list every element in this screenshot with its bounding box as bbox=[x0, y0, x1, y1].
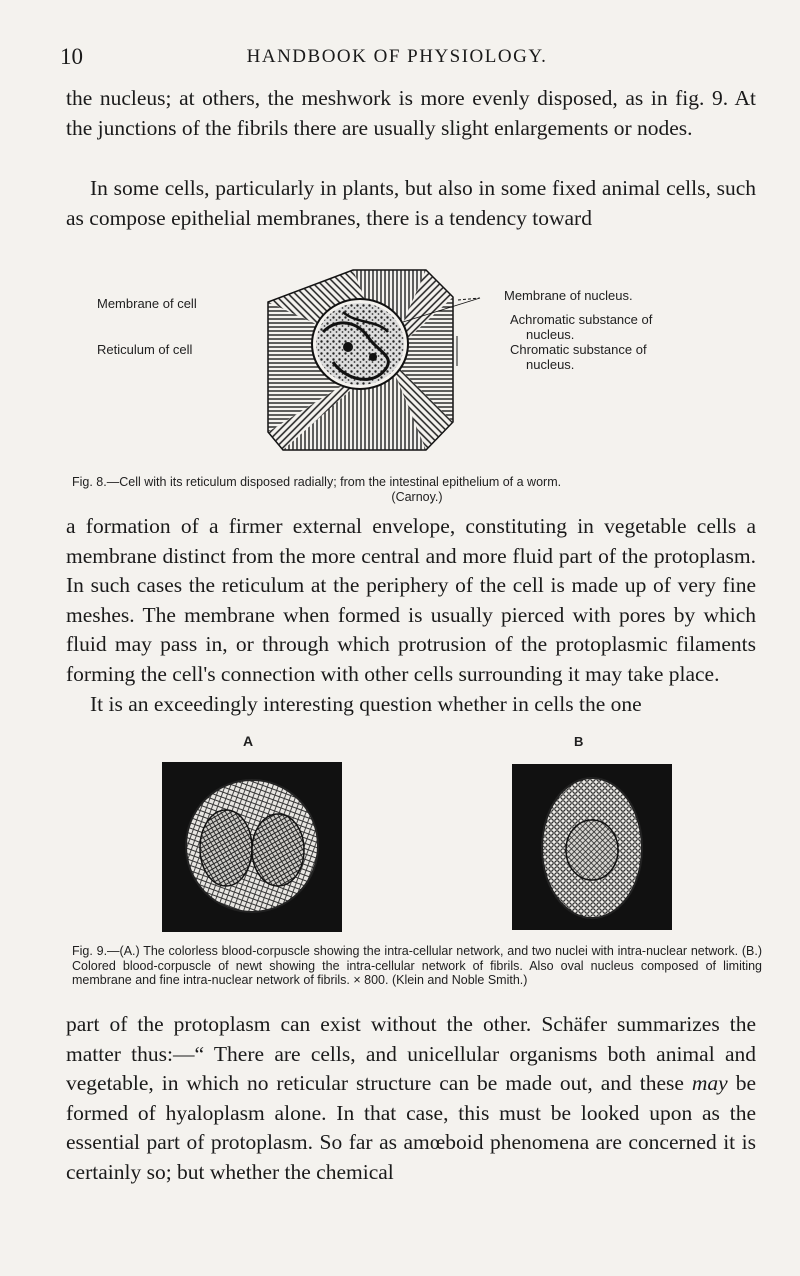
paragraph-4-emphasis: may bbox=[691, 1071, 728, 1096]
page-number: 10 bbox=[60, 44, 83, 69]
figure-8-cell-illustration bbox=[248, 262, 528, 452]
label-achromatic-line2: nucleus. bbox=[526, 327, 575, 342]
figure-8-caption-line1: Fig. 8.—Cell with its reticulum disposed radially; from the intestinal epithelium of a worm. bbox=[72, 475, 562, 489]
label-chromatic-line2: nucleus. bbox=[526, 357, 575, 372]
paragraph-2: In some cells, particularly in plants, but also in some fixed animal cells, such as compose epithelial membranes, there is a tendency toward bbox=[66, 176, 756, 230]
paragraph-1: the nucleus; at others, the meshwork is more evenly disposed, as in fig. 9. At the junctions of the fibrils there are usually slight enlargements or nodes. bbox=[66, 86, 756, 140]
label-achromatic-line1: Achromatic substance of bbox=[510, 312, 653, 327]
paragraph-4-part2: be formed of hyaloplasm alone. In that case, this must be looked upon as the essential part of protoplasm. So far as amœboid phenomena are concerned it is certainly so; but whether the chemical bbox=[66, 1071, 756, 1184]
label-membrane-of-cell: Membrane of cell bbox=[97, 296, 197, 311]
figure-9-panel-b bbox=[512, 764, 672, 930]
label-chromatic-line1: Chromatic substance of bbox=[510, 342, 647, 357]
paragraph-3-main: a formation of a firmer external envelope, constituting in vegetable cells a membrane distinct from the more central and more fluid part of the protoplasm. In such cases the reticulum at the periphery of the cell is made up of very fine meshes. The membrane when formed is usually pierced with pores by which fluid may pass in, or through which protrusion of the protoplasmic filaments forming the cell's connection with other cells surrounding it may take place. bbox=[66, 514, 756, 686]
label-chromatic-substance bbox=[510, 342, 647, 372]
running-title: HANDBOOK OF PHYSIOLOGY. bbox=[246, 46, 548, 67]
label-reticulum-of-cell: Reticulum of cell bbox=[97, 342, 193, 357]
figure-9-caption: Fig. 9.—(A.) The colorless blood-corpuscle showing the intra-cellular network, and two nuclei with intra-nuclear network. (B.) Colored blood-corpuscle of newt showing the intra-cellular network of fibrils. Also oval nucleus composed of limiting membrane and fine intra-nuclear network of fibrils. × 800. (Klein and Noble Smith.) bbox=[72, 944, 762, 988]
page-header bbox=[60, 44, 734, 72]
figure-8-caption bbox=[72, 475, 762, 505]
paragraph-4-part1: part of the protoplasm can exist without the other. Schäfer summarizes the matter thus:—“ There are cells, and unicellular organisms both animal and vegetable, in which no reticular structure can be made out, and these bbox=[66, 1012, 756, 1096]
paragraph-3-last: It is an exceedingly interesting question whether in cells the one bbox=[90, 691, 642, 716]
figure-8-caption-line2: (Carnoy.) bbox=[391, 490, 443, 504]
paragraph-4 bbox=[66, 1010, 756, 1188]
figure-9-panel-a bbox=[162, 762, 342, 932]
figure-9-label-b: B bbox=[574, 734, 584, 749]
label-membrane-of-nucleus: Membrane of nucleus. bbox=[504, 288, 633, 303]
paragraph-3 bbox=[66, 512, 756, 719]
figure-9-label-a: A bbox=[243, 733, 254, 749]
label-achromatic-substance bbox=[510, 312, 652, 342]
